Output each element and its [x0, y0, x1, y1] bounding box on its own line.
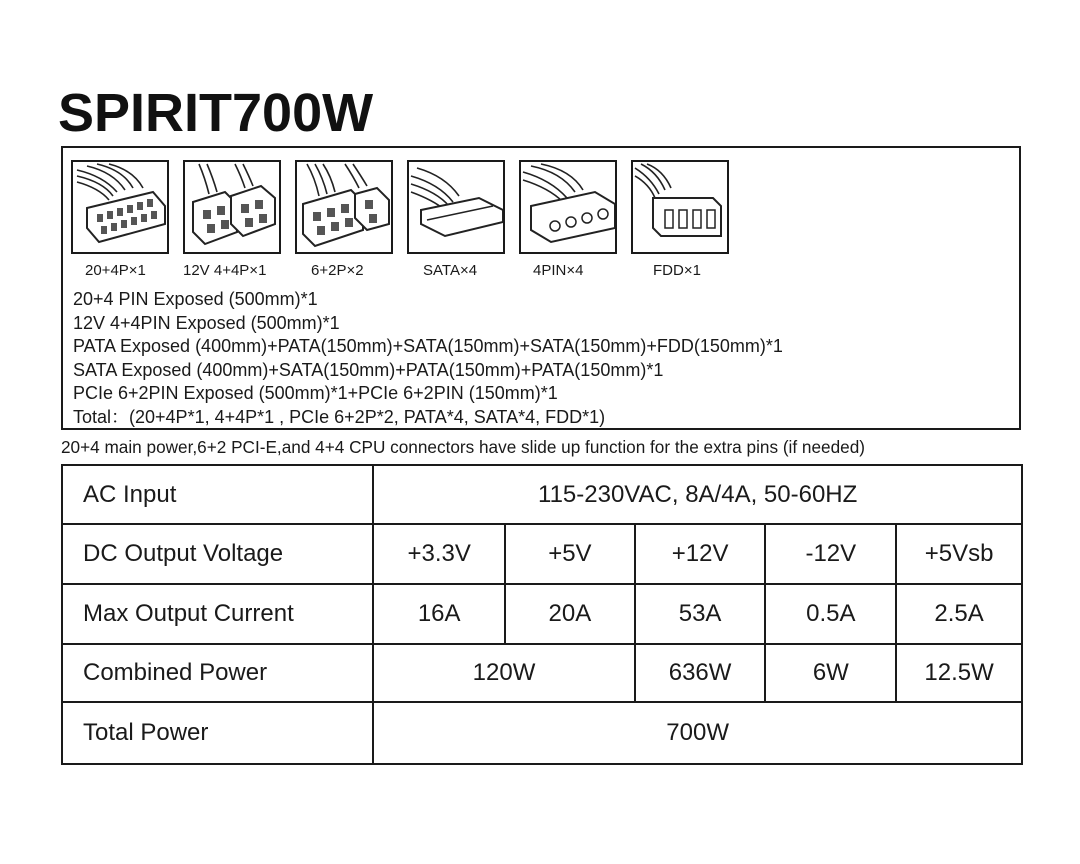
dc-output-value: +3.3V: [373, 524, 505, 584]
power-spec-table: [61, 464, 1023, 765]
ac-input-value: 115-230VAC, 8A/4A, 50-60HZ: [373, 465, 1022, 524]
pcie-6-2-pin-connector-icon: [295, 160, 393, 254]
spec-line: PATA Exposed (400mm)+PATA(150mm)+SATA(150mm)+SATA(150mm)+FDD(150mm)*1: [73, 336, 783, 357]
table-row-ac-input: [62, 465, 1022, 524]
max-current-label: Max Output Current: [62, 584, 373, 644]
cpu-4-4-pin-connector-icon: [183, 160, 281, 254]
table-row-total-power: [62, 702, 1022, 764]
combined-power-value: 636W: [635, 644, 766, 702]
cable-spec-list: [73, 288, 783, 430]
spec-line: 20+4 PIN Exposed (500mm)*1: [73, 289, 318, 309]
total-power-value: 700W: [373, 702, 1022, 764]
dc-output-value: -12V: [765, 524, 896, 584]
combined-power-value: 12.5W: [896, 644, 1022, 702]
connector-label: SATA×4: [423, 262, 478, 279]
connector-fdd: [631, 160, 733, 279]
total-power-label: Total Power: [62, 702, 373, 764]
connector-label: 20+4P×1: [85, 262, 146, 279]
fdd-connector-icon: [631, 160, 729, 254]
combined-power-value: 120W: [373, 644, 634, 702]
spec-line: 12V 4+4PIN Exposed (500mm)*1: [73, 312, 340, 333]
max-current-value: 2.5A: [896, 584, 1022, 644]
connector-label: 12V 4+4P×1: [183, 262, 267, 279]
atx-20-4-pin-connector-icon: [71, 160, 169, 254]
sata-connector-icon: [407, 160, 505, 254]
connector-cpu: [183, 160, 285, 279]
spec-line: SATA Exposed (400mm)+SATA(150mm)+PATA(150mm)+PATA(150mm)*1: [73, 359, 664, 380]
connector-molex: [519, 160, 621, 279]
connector-label: 6+2P×2: [311, 262, 364, 279]
table-row-dc-output: [62, 524, 1022, 584]
dc-output-label: DC Output Voltage: [62, 524, 373, 584]
connector-label: 4PIN×4: [533, 262, 584, 279]
connector-sata: [407, 160, 509, 279]
combined-power-label: Combined Power: [62, 644, 373, 702]
connector-pcie: [295, 160, 397, 279]
table-row-max-current: [62, 584, 1022, 644]
dc-output-value: +5V: [505, 524, 635, 584]
ac-input-label: AC Input: [62, 465, 373, 524]
max-current-value: 20A: [505, 584, 635, 644]
table-row-combined-power: [62, 644, 1022, 702]
connector-atx: [71, 160, 173, 279]
max-current-value: 16A: [373, 584, 505, 644]
spec-line: Total：(20+4P*1, 4+4P*1 , PCIe 6+2P*2, PATA*4, SATA*4, FDD*1): [73, 406, 606, 427]
connector-spec-box: [61, 146, 1021, 430]
product-title: SPIRIT700W: [58, 83, 374, 143]
dc-output-value: +12V: [635, 524, 766, 584]
max-current-value: 53A: [635, 584, 766, 644]
max-current-value: 0.5A: [765, 584, 896, 644]
molex-4-pin-connector-icon: [519, 160, 617, 254]
combined-power-value: 6W: [765, 644, 896, 702]
slide-up-note: 20+4 main power,6+2 PCI-E,and 4+4 CPU connectors have slide up function for the extra pins (if needed): [61, 437, 865, 457]
spec-line: PCIe 6+2PIN Exposed (500mm)*1+PCIe 6+2PIN (150mm)*1: [73, 383, 558, 404]
connector-label: FDD×1: [653, 262, 701, 279]
dc-output-value: +5Vsb: [896, 524, 1022, 584]
